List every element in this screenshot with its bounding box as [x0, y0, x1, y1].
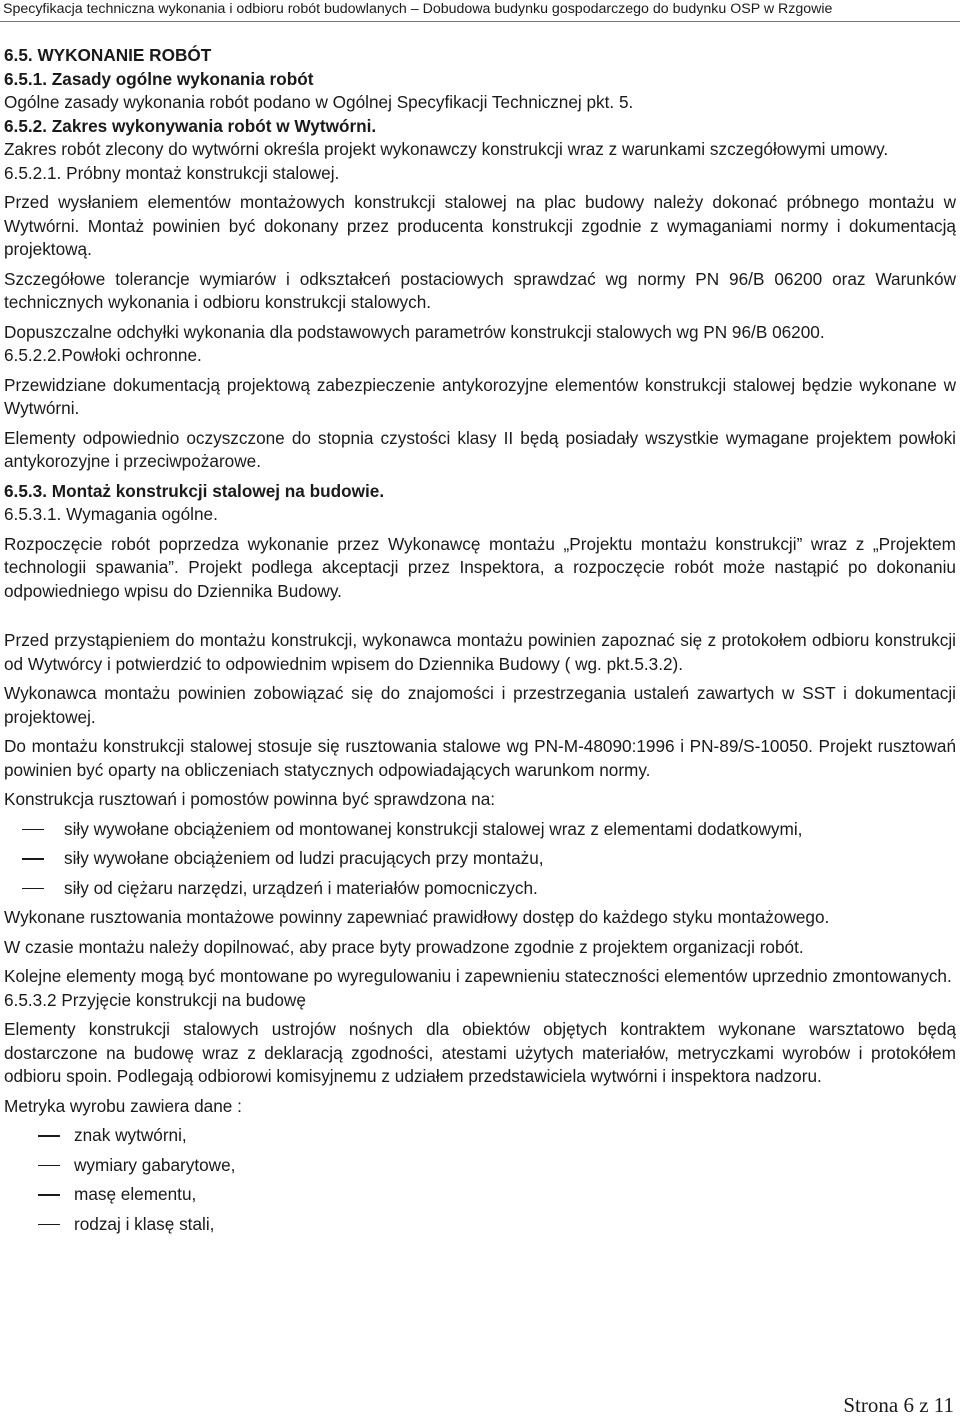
list-item: masę elementu, [4, 1183, 956, 1207]
paragraph-do-montazu: Do montażu konstrukcji stalowej stosuje się rusztowania stalowe wg PN-M-48090:1996 i PN-89/S-10050. Projekt rusztowań powinien być oparty na obliczeniach statycznych odpowiadających warunkom normy. [4, 736, 956, 780]
document-body [4, 44, 956, 1242]
heading-6-5-2: 6.5.2. Zakres wykonywania robót w Wytwórni. [4, 115, 377, 136]
list-item: siły od ciężaru narzędzi, urządzeń i materiałów pomocniczych. [4, 877, 956, 901]
paragraph-rozpoczecie: Rozpoczęcie robót poprzedza wykonanie przez Wykonawcę montażu „Projektu montażu konstrukcji” wraz z „Projektem technologii spawania”. Projekt podlega akceptacji przez Inspektora, a rozpoczęcie robót może nastąpić po dokonaniu odpowiedniego wpisu do Dziennika Budowy. [4, 533, 956, 601]
heading-6-5-3-2: 6.5.3.2 Przyjęcie konstrukcji na budowę [4, 989, 306, 1010]
paragraph-przewidziane: Przewidziane dokumentacją projektową zabezpieczenie antykorozyjne elementów konstrukcji stalowej będzie wykonane w Wytwórni. [4, 374, 956, 418]
list-item: siły wywołane obciążeniem od montowanej konstrukcji stalowej wraz z elementami dodatkowymi, [4, 818, 956, 842]
paragraph-przed-przystapieniem: Przed przystąpieniem do montażu konstrukcji, wykonawca montażu powinien zapoznać się z protokołem odbioru konstrukcji od Wytwórcy i potwierdzić to odpowiednim wpisem do Dziennika Budowy ( wg. pkt.5.3.2). [4, 630, 956, 674]
paragraph-kolejne: Kolejne elementy mogą być montowane po wyregulowaniu i zapewnieniu stateczności elementów uprzednio zmontowanych. [4, 966, 952, 986]
paragraph-wykonawca: Wykonawca montażu powinien zobowiązać się do znajomości i przestrzegania ustaleń zawartych w SST i dokumentacji projektowej. [4, 683, 956, 727]
list-item: rodzaj i klasę stali, [4, 1213, 956, 1237]
paragraph-szczegolowe: Szczegółowe tolerancje wymiarów i odkształceń postaciowych sprawdzać wg normy PN 96/B 06200 oraz Warunków technicznych wykonania i odbioru konstrukcji stalowych. [4, 268, 956, 312]
paragraph-przed-wyslaniem: Przed wysłaniem elementów montażowych konstrukcji stalowej na plac budowy należy dokonać próbnego montażu w Wytwórni. Montaż powinien być dokonany przez producenta konstrukcji zgodnie z wymaganiami normy i dokumentacją projektową. [4, 192, 956, 259]
paragraph-ogolne: Ogólne zasady wykonania robót podano w Ogólnej Specyfikacji Technicznej pkt. 5. [4, 92, 634, 112]
list-item: siły wywołane obciążeniem od ludzi pracujących przy montażu, [4, 847, 956, 871]
heading-6-5-3: 6.5.3. Montaż konstrukcji stalowej na budowie. [4, 480, 385, 501]
paragraph-elementy-konstrukcji: Elementy konstrukcji stalowych ustrojów nośnych dla obiektów objętych kontraktem wykonane warsztatowo będą dostarczone na budowę wraz z deklaracją zgodności, atestami użytych materiałów, metryczkami wyrobów i protokółem odbioru spoin. Podlegają odbiorowi komisyjnemu z udziałem przedstawiciela wytwórni i inspektora nadzoru. [4, 1019, 956, 1086]
paragraph-w-czasie: W czasie montażu należy dopilnować, aby prace byty prowadzone zgodnie z projektem organizacji robót. [4, 936, 804, 957]
heading-6-5-3-1: 6.5.3.1. Wymagania ogólne. [4, 504, 218, 524]
list-item: wymiary gabarytowe, [4, 1154, 956, 1178]
heading-6-5: 6.5. WYKONANIE ROBÓT [4, 45, 212, 65]
page-number: Strona 6 z 11 [843, 1393, 954, 1417]
paragraph-metryka: Metryka wyrobu zawiera dane : [4, 1095, 242, 1116]
heading-6-5-2-1: 6.5.2.1. Próbny montaż konstrukcji stalowej. [4, 162, 340, 183]
paragraph-konstrukcja-rusztowan: Konstrukcja rusztowań i pomostów powinna być sprawdzona na: [4, 789, 496, 809]
list-item: znak wytwórni, [4, 1124, 956, 1148]
paragraph-dopuszczalne: Dopuszczalne odchyłki wykonania dla podstawowych parametrów konstrukcji stalowych wg PN 96/B 06200. [4, 321, 825, 342]
paragraph-wykonane: Wykonane rusztowania montażowe powinny zapewniać prawidłowy dostęp do każdego styku montażowego. [4, 907, 830, 927]
heading-6-5-2-2: 6.5.2.2.Powłoki ochronne. [4, 345, 202, 365]
header-title: Specyfikacja techniczna wykonania i odbioru robót budowlanych – Dobudowa budynku gospodarczego do budynku OSP w Rzgowie [3, 1, 833, 17]
heading-6-5-1: 6.5.1. Zasady ogólne wykonania robót [4, 68, 314, 89]
paragraph-elementy-oczyszczone: Elementy odpowiednio oczyszczone do stopnia czystości klasy II będą posiadały wszystkie wymagane projektem powłoki antykorozyjne i przeciwpożarowe. [4, 427, 956, 471]
page-header [0, 0, 960, 22]
paragraph-zakres: Zakres robót zlecony do wytwórni określa projekt wykonawczy konstrukcji wraz z warunkami szczegółowymi umowy. [4, 139, 889, 159]
